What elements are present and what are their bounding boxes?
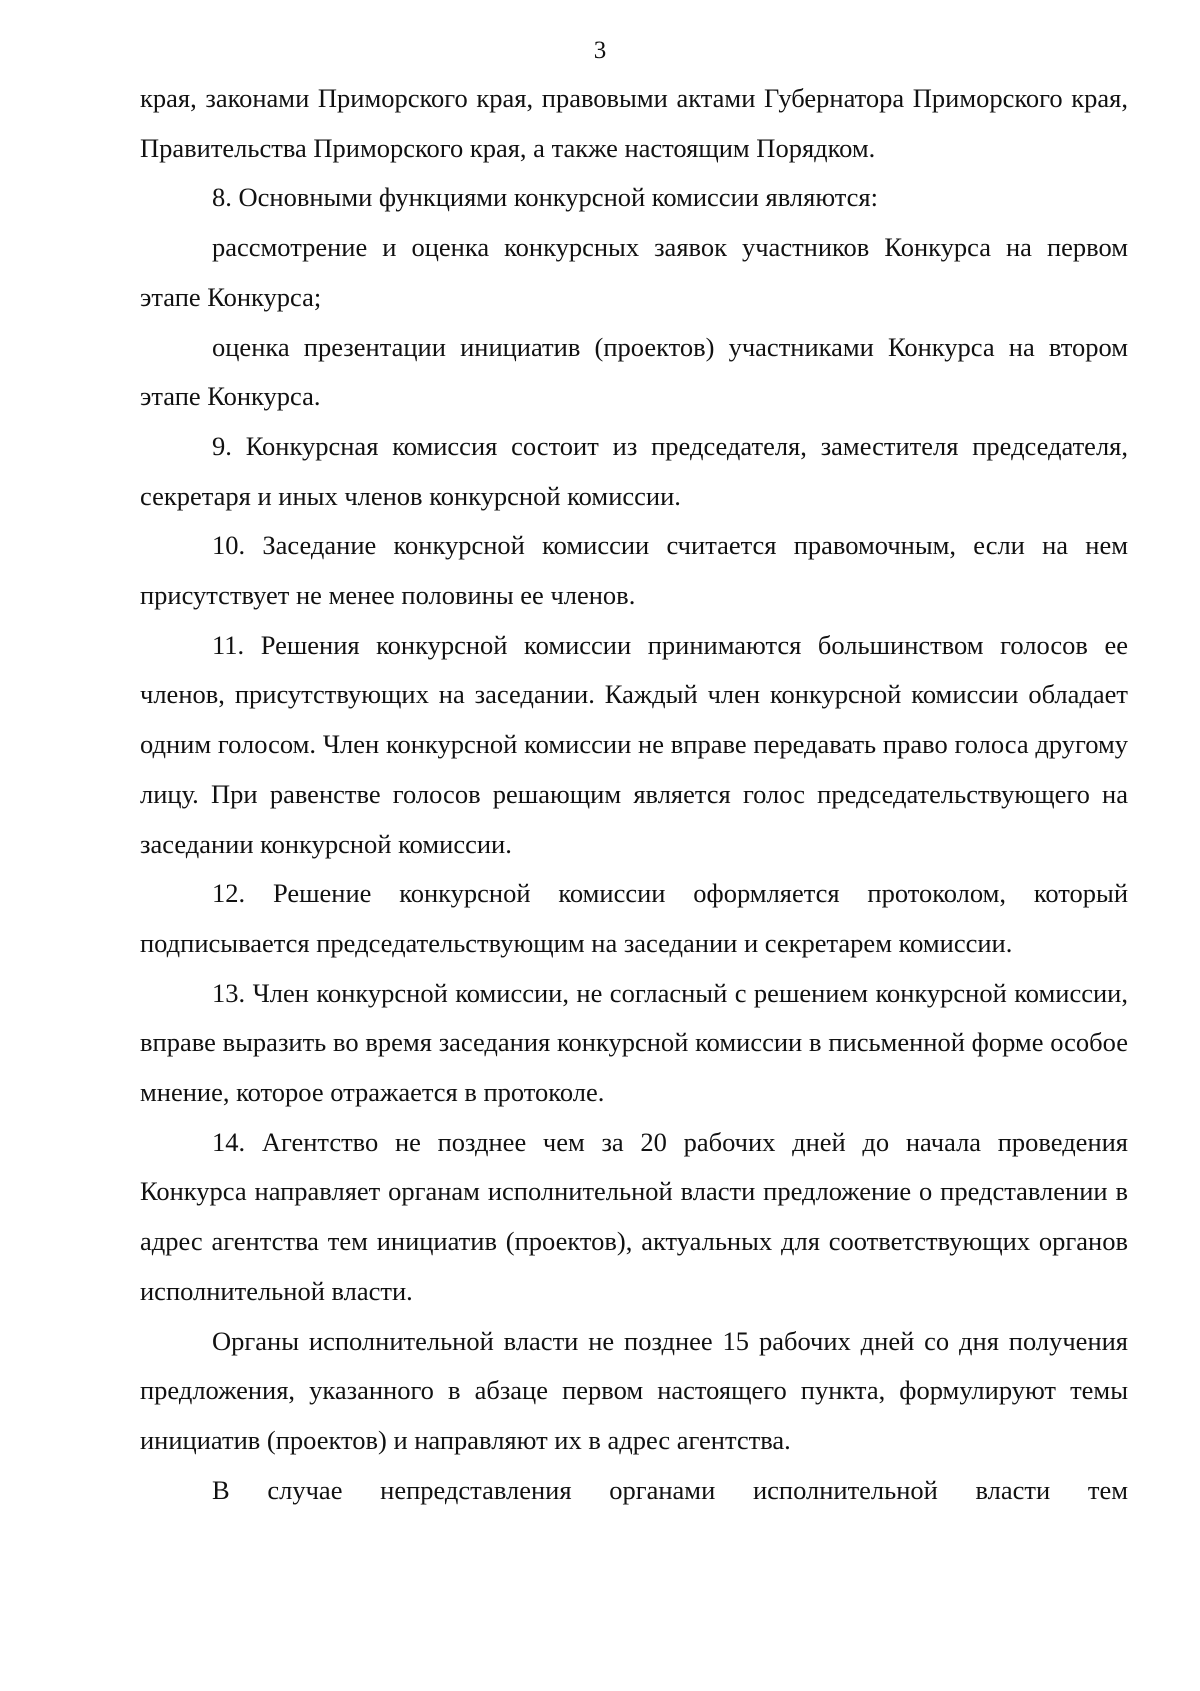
paragraph-item-14-second: Органы исполнительной власти не позднее 15 рабочих дней со дня получения предложения, указанного в абзаце первом настоящего пункта, формулируют темы инициатив (проектов) и направляют их в адрес агентства. [140,1325,1128,1455]
paragraph-item-8: 8. Основными функциями конкурсной комиссии являются: [212,182,878,213]
paragraph-item-9: 9. Конкурсная комиссия состоит из председателя, заместителя председателя, секретаря и иных членов конкурсной комиссии. [140,430,1128,511]
paragraph-item-11: 11. Решения конкурсной комиссии принимаются большинством голосов ее членов, присутствующих на заседании. Каждый член конкурсной комиссии обладает одним голосом. Член конкурсной комиссии не вправе передавать право голоса другому лицу. При равенстве голосов решающим является голос председательствующего на заседании конкурсной комиссии. [140,629,1128,859]
paragraph-item-13: 13. Член конкурсной комиссии, не согласный с решением конкурсной комиссии, вправе выразить во время заседания конкурсной комиссии в письменной форме особое мнение, которое отражается в протоколе. [140,977,1128,1108]
paragraph-function-evaluation: оценка презентации инициатив (проектов) участниками Конкурса на втором этапе Конкурса. [140,331,1128,412]
paragraph-continuation: края, законами Приморского края, правовыми актами Губернатора Приморского края, Правительства Приморского края, а также настоящим Порядком. [140,83,1128,163]
paragraph-item-14: 14. Агентство не позднее чем за 20 рабочих дней до начала проведения Конкурса направляет органам исполнительной власти предложение о представлении в адрес агентства тем инициатив (проектов), актуальных для соответствующих органов исполнительной власти. [140,1126,1128,1306]
paragraph-item-14-third: В случае непредставления органами исполнительной власти тем [212,1474,1128,1505]
paragraph-item-12: 12. Решение конкурсной комиссии оформляется протоколом, который подписывается председательствующим на заседании и секретарем комиссии. [140,878,1128,958]
page-number: 3 [593,37,607,64]
paragraph-function-review: рассмотрение и оценка конкурсных заявок участников Конкурса на первом этапе Конкурса; [140,232,1128,312]
paragraph-item-10: 10. Заседание конкурсной комиссии считается правомочным, если на нем присутствует не менее половины ее членов. [140,530,1128,611]
document-body [140,74,1128,1515]
